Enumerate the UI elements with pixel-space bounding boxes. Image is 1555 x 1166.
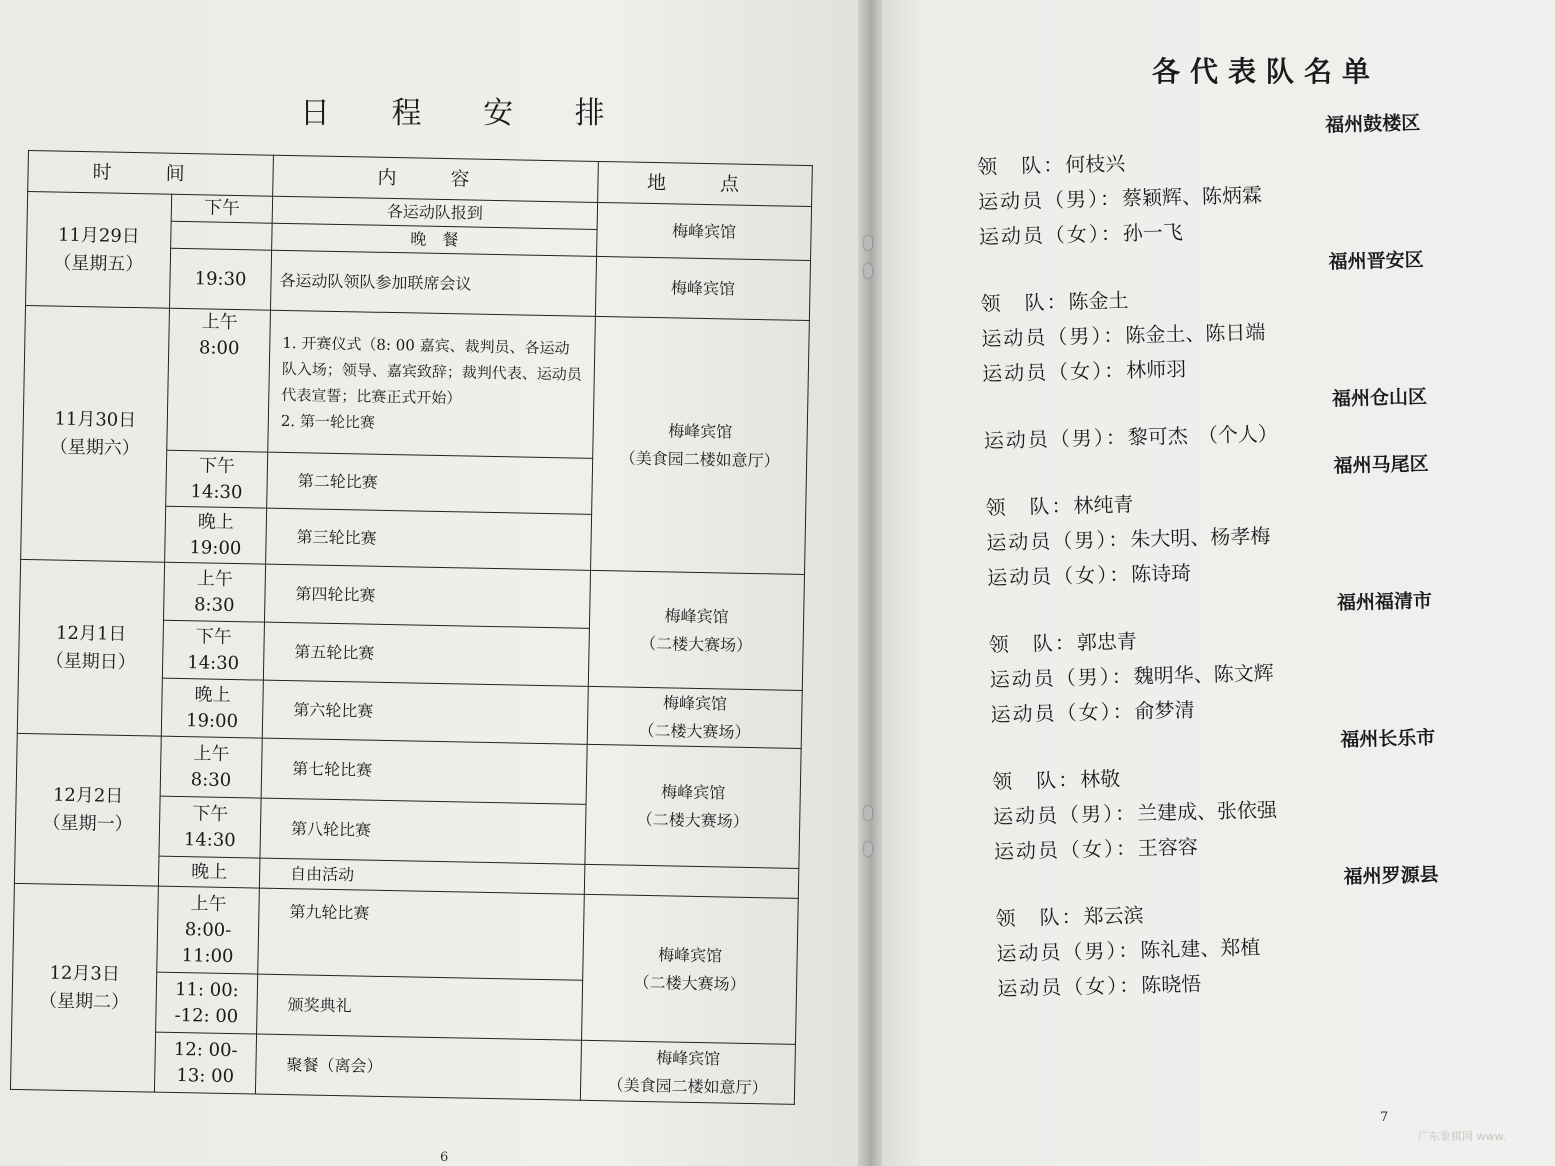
- team-name: 福州晋安区: [1328, 248, 1424, 274]
- staple-icon: [864, 806, 872, 820]
- team-block: [985, 720, 1508, 870]
- location-cell: 梅峰宾馆 （美食园二楼如意厅）: [591, 316, 810, 574]
- day-cell: [14, 733, 161, 886]
- roster-label: 领 队：: [980, 289, 1069, 316]
- roster-label: 领 队：: [985, 493, 1074, 520]
- book-spine: [858, 0, 882, 1166]
- roster-label: 运动员（男）：: [989, 664, 1134, 692]
- roster-value: 陈诗琦: [1130, 560, 1192, 587]
- header-location: 地 点: [598, 161, 813, 206]
- roster-value: 兰建成、张依强: [1136, 797, 1278, 826]
- roster-value: 林敬: [1079, 766, 1121, 792]
- team-name: 福州仓山区: [1331, 385, 1428, 411]
- location-cell: 梅峰宾馆: [597, 202, 812, 260]
- page-number-right: 7: [1380, 1110, 1389, 1125]
- location-cell: [584, 864, 799, 898]
- time-cell: 上午 8:00: [167, 308, 271, 452]
- time-cell: 下午 14:30: [166, 450, 268, 508]
- roster-value: 陈金土: [1068, 288, 1129, 314]
- table-row: [23, 305, 810, 462]
- roster-label: 运动员（女）：: [993, 836, 1139, 864]
- content-cell: 第四轮比赛: [264, 564, 590, 628]
- time-cell: 晚上: [158, 856, 260, 888]
- roster-label: 运动员（女）：: [986, 562, 1132, 590]
- roster-value: 陈礼建、郑植: [1140, 935, 1261, 963]
- content-cell: 第五轮比赛: [263, 622, 589, 686]
- roster-value: 黎可杰 （个人）: [1127, 421, 1279, 450]
- time-cell: 12: 00- 13: 00: [154, 1032, 256, 1094]
- roster-value: 俞梦清: [1134, 697, 1195, 724]
- roster-value: 王容容: [1137, 834, 1199, 861]
- location-cell: 梅峰宾馆 （二楼大赛场）: [588, 570, 804, 690]
- time-cell: 晚上 19:00: [165, 506, 267, 564]
- location-cell: 梅峰宾馆 （二楼大赛场）: [587, 686, 802, 748]
- team-name: 福州鼓楼区: [1325, 112, 1421, 137]
- team-block: [982, 583, 1505, 733]
- time-cell: 下午 14:30: [159, 796, 261, 858]
- date-text: 11月30日: [54, 408, 137, 431]
- roster-value: 蔡颖辉、陈炳霖: [1121, 182, 1263, 211]
- time-cell: 上午 8:30: [163, 562, 265, 622]
- content-cell: 第三轮比赛: [266, 508, 592, 570]
- team-roster: [970, 105, 1512, 1006]
- day-cell: [21, 305, 170, 562]
- roster-label: 领 队：: [988, 630, 1078, 657]
- roster-label: 运动员（女）：: [978, 221, 1124, 249]
- watermark-text: 广东象棋网 www.: [1418, 1130, 1506, 1143]
- weekday-text: （星期五）: [53, 252, 144, 275]
- time-cell: 11: 00: -12: 00: [156, 972, 258, 1034]
- content-cell: 颁奖典礼: [257, 974, 583, 1040]
- roster-value: 郭忠青: [1076, 629, 1138, 655]
- day-cell: [26, 192, 172, 309]
- content-cell: 第九轮比赛: [258, 888, 585, 980]
- content-cell: 第六轮比赛: [262, 680, 588, 744]
- content-cell: 各运动队报到: [272, 196, 597, 229]
- team-block: [978, 446, 1501, 596]
- roster-label: 领 队：: [991, 767, 1081, 794]
- time-cell: [171, 221, 272, 250]
- roster-label: 运动员（女）：: [981, 358, 1127, 386]
- header-content: 内 容: [273, 155, 599, 202]
- content-cell: 聚餐（离会）: [255, 1034, 581, 1100]
- roster-value: 陈晓悟: [1140, 971, 1202, 998]
- roster-label: 运动员（男）：: [977, 186, 1123, 214]
- time-cell: 下午 14:30: [162, 620, 264, 680]
- content-cell: 晚 餐: [272, 223, 597, 256]
- schedule-title: 日 程 安 排: [300, 96, 631, 131]
- weekday-text: （星期二）: [38, 989, 130, 1013]
- date-text: 12月1日: [55, 622, 127, 645]
- time-cell: 19:30: [169, 248, 271, 310]
- roster-label: 领 队：: [995, 904, 1084, 931]
- staple-icon: [864, 264, 872, 278]
- roster-value: 朱大明、杨孝梅: [1130, 523, 1271, 552]
- roster-value: 林纯青: [1073, 492, 1134, 518]
- roster-label: 运动员（男）：: [992, 801, 1138, 829]
- location-cell: 梅峰宾馆 （美食园二楼如意厅）: [580, 1040, 795, 1104]
- roster-label: 运动员（男）：: [983, 425, 1129, 453]
- roster-value: 郑云滨: [1083, 903, 1144, 929]
- day-cell: [17, 559, 164, 736]
- team-name: 福州马尾区: [1333, 452, 1429, 478]
- staple-icon: [864, 236, 872, 250]
- table-row: [13, 883, 799, 984]
- roster-label: 运动员（男）：: [996, 938, 1141, 966]
- content-cell: 各运动队领队参加联席会议: [270, 250, 596, 316]
- roster-label: 运动员（女）：: [990, 699, 1135, 727]
- team-block: [973, 242, 1496, 392]
- day-cell: [10, 883, 158, 1092]
- roster-value: 陈金土、陈日端: [1125, 319, 1266, 348]
- roster-value: 何枝兴: [1064, 151, 1126, 177]
- header-time: 时 间: [28, 151, 274, 197]
- location-cell: 梅峰宾馆 （二楼大赛场）: [582, 894, 799, 1044]
- content-cell: 自由活动: [259, 858, 585, 894]
- team-block: [977, 379, 1498, 459]
- location-cell: 梅峰宾馆 （二楼大赛场）: [585, 744, 801, 868]
- content-cell: 第七轮比赛: [261, 738, 587, 804]
- team-block: [970, 105, 1493, 255]
- content-cell: 1. 开赛仪式（8: 00 嘉宾、裁判员、各运动队入场；领导、嘉宾致辞；裁判代表、运动员代表宣誓；比赛正式开始） 2. 第一轮比赛: [268, 310, 596, 458]
- time-cell: 下午: [171, 194, 272, 223]
- staple-icon: [864, 842, 872, 856]
- date-text: 12月3日: [49, 962, 121, 985]
- content-cell: 第二轮比赛: [267, 452, 593, 514]
- roster-label: 运动员（男）：: [986, 527, 1131, 555]
- roster-label: 运动员（男）：: [981, 323, 1126, 351]
- schedule-table: [10, 150, 813, 1105]
- team-name: 福州罗源县: [1343, 863, 1439, 889]
- time-cell: 上午 8:30: [160, 736, 262, 798]
- roster-value: 林师羽: [1125, 356, 1187, 383]
- weekday-text: （星期一）: [42, 811, 133, 835]
- roster-label: 运动员（女）：: [996, 973, 1142, 1001]
- team-name: 福州长乐市: [1340, 726, 1436, 752]
- page-number-left: 6: [440, 1150, 449, 1165]
- location-cell: 梅峰宾馆: [595, 256, 810, 320]
- time-cell: 上午 8:00- 11:00: [157, 886, 260, 974]
- team-name: 福州福清市: [1336, 589, 1433, 615]
- date-text: 12月2日: [52, 784, 124, 807]
- roster-label: 领 队：: [976, 152, 1066, 179]
- time-cell: 晚上 19:00: [161, 678, 263, 738]
- roster-title: 各代表队名单: [1152, 55, 1381, 88]
- team-block: [988, 857, 1511, 1007]
- roster-value: 孙一飞: [1122, 219, 1184, 246]
- content-cell: 第八轮比赛: [260, 798, 586, 864]
- weekday-text: （星期六）: [49, 435, 140, 459]
- date-text: 11月29日: [57, 224, 140, 247]
- weekday-text: （星期日）: [45, 649, 136, 673]
- roster-value: 魏明华、陈文辉: [1133, 660, 1274, 689]
